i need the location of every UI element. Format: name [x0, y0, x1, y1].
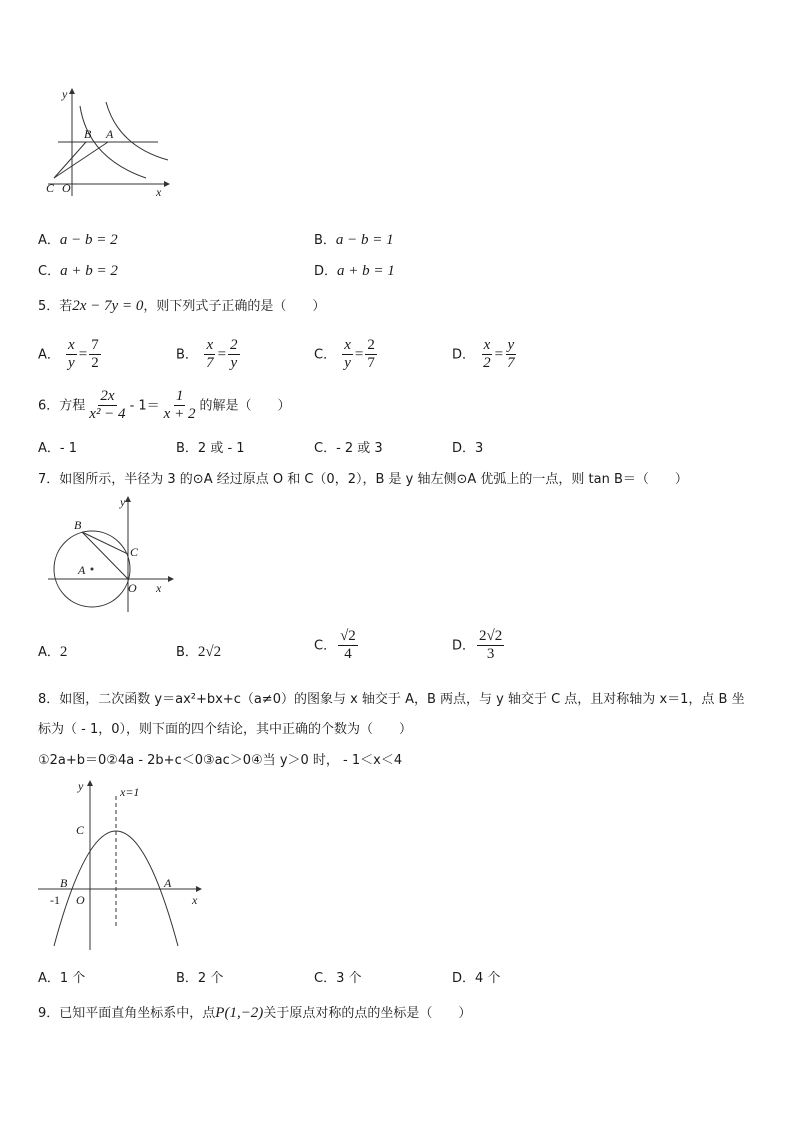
option-letter: B．	[176, 347, 198, 363]
q5-prefix: 5．若	[38, 299, 73, 314]
label-A: A	[78, 563, 86, 577]
option-text: 3	[475, 441, 484, 456]
q5-option-a[interactable]: A． $\frac{x}{y}$ = $\frac{7}{2}$	[38, 337, 99, 372]
q8-option-a[interactable]	[38, 967, 85, 986]
option-text: 2 或 - 1	[197, 441, 245, 456]
option-letter: B．	[314, 233, 336, 248]
label-minus1: -1	[50, 893, 60, 907]
q7-option-d[interactable]	[452, 628, 506, 664]
q6-option-b[interactable]	[176, 437, 245, 456]
q5-option-c[interactable]: C． $\frac{x}{y}$ = $\frac{2}{7}$	[314, 337, 375, 372]
q6-option-c[interactable]	[314, 437, 383, 456]
option-letter: D．	[452, 971, 476, 986]
option-expr: a − b = 1	[335, 232, 394, 248]
label-C: C	[46, 181, 55, 195]
fraction: $\frac{x}{y}$	[68, 337, 75, 372]
q6-middle: - 1＝	[129, 398, 160, 414]
q4-option-a[interactable]	[38, 229, 118, 249]
y-axis-arrow-icon	[69, 88, 75, 94]
label-x: x	[156, 185, 162, 199]
q6-suffix: 的解是（ ）	[199, 398, 291, 414]
option-text: 2 个	[197, 971, 224, 986]
hyperbola-outer	[106, 102, 168, 160]
option-letter: B．	[176, 441, 198, 456]
q8-option-b[interactable]	[176, 967, 223, 986]
q5-option-b[interactable]: B． $\frac{x}{7}$ = $\frac{2}{y}$	[176, 337, 238, 372]
q5-equation: 2x − 7y = 0	[72, 298, 144, 314]
q4-option-d[interactable]	[314, 260, 395, 280]
label-B: B	[60, 876, 68, 890]
q6-stem	[38, 388, 290, 424]
label-A: A	[164, 876, 172, 890]
option-letter: C．	[314, 638, 337, 654]
fraction: $\frac{7}{2}$	[91, 337, 99, 372]
label-C: C	[76, 823, 85, 837]
q4-figure	[36, 88, 176, 198]
label-x: x	[192, 893, 198, 907]
option-letter: A．	[38, 441, 60, 456]
option-letter: C．	[38, 264, 61, 279]
y-axis-arrow-icon	[125, 496, 131, 502]
q5-stem	[38, 295, 325, 315]
q6-option-a[interactable]	[38, 437, 77, 456]
option-letter: D．	[452, 638, 476, 654]
option-letter: A．	[38, 645, 60, 660]
label-x: x	[156, 581, 162, 595]
label-O: O	[62, 181, 71, 195]
fraction: $\frac{2}{y}$	[230, 337, 238, 372]
option-expr: a + b = 2	[60, 263, 118, 279]
label-y: y	[78, 779, 84, 793]
x-axis-arrow-icon	[168, 576, 174, 582]
x-axis-arrow-icon	[196, 886, 202, 892]
q8-option-d[interactable]	[452, 967, 500, 986]
q8-option-c[interactable]	[314, 967, 361, 986]
q7-option-a[interactable]	[38, 641, 67, 661]
fraction: $\frac{2}{7}$	[367, 337, 375, 372]
option-letter: A．	[38, 347, 60, 363]
option-text: 1 个	[59, 971, 86, 986]
q6-fraction-right: $\frac{1}{x + 2}$	[163, 388, 196, 423]
option-letter: D．	[452, 347, 476, 363]
option-text: 4 个	[475, 971, 501, 986]
option-expr: a + b = 1	[337, 263, 395, 279]
q7-stem: 7．如图所示，半径为 3 的⊙A 经过原点 O 和 C（0，2），B 是 y 轴左侧⊙A 优弧上的一点，则 tan B＝（ ）	[38, 472, 688, 487]
q6-option-d[interactable]	[452, 437, 483, 456]
q7-option-c[interactable]	[314, 628, 360, 664]
q8-figure	[36, 776, 206, 956]
option-text: 3 个	[336, 971, 362, 986]
option-letter: D．	[452, 441, 476, 456]
option-letter: A．	[38, 971, 60, 986]
option-text: - 1	[59, 441, 78, 456]
q7-option-b[interactable]	[176, 641, 221, 661]
label-A: A	[106, 127, 114, 141]
q4-option-b[interactable]	[314, 229, 394, 249]
fraction: $\frac{√2}{4}$	[340, 628, 356, 663]
option-text: 2	[59, 644, 68, 660]
option-text: 2√2	[197, 644, 222, 660]
fraction: $\frac{x}{2}$	[483, 337, 491, 372]
option-letter: A．	[38, 233, 60, 248]
q9-prefix: 9．已知平面直角坐标系中，点	[38, 1006, 216, 1021]
label-O: O	[128, 581, 137, 595]
q6-prefix: 6．方程	[38, 398, 86, 414]
q4-option-c[interactable]	[38, 260, 118, 280]
fraction: $\frac{2√2}{3}$	[479, 628, 503, 663]
q8-stem-line2: 标为（ - 1，0），则下面的四个结论，其中正确的个数为（ ）	[38, 722, 412, 737]
option-letter: C．	[314, 441, 337, 456]
label-B: B	[84, 127, 92, 141]
center-A-dot	[91, 568, 94, 571]
label-y: y	[120, 495, 126, 509]
label-axis: x=1	[120, 785, 140, 799]
q7-figure	[40, 494, 180, 614]
option-letter: D．	[314, 264, 338, 279]
q6-fraction-left: $\frac{2x}{\text{x² − 4}}$	[89, 388, 126, 423]
x-axis-arrow-icon	[164, 181, 170, 187]
segment-BO	[82, 532, 128, 579]
label-C: C	[130, 545, 139, 559]
option-letter: C．	[314, 347, 337, 363]
q5-suffix: ，则下列式子正确的是（ ）	[143, 299, 326, 314]
q9-stem	[38, 1002, 471, 1022]
fraction: $\frac{x}{7}$	[206, 337, 214, 372]
q9-point: P(1,−2)	[215, 1005, 264, 1021]
option-expr: a − b = 2	[59, 232, 118, 248]
q8-stem-line1: 8．如图，二次函数 y＝ax²+bx+c（a≠0）的图象与 x 轴交于 A，B 两点，与 y 轴交于 C 点，且对称轴为 x＝1，点 B 坐	[38, 692, 745, 707]
label-y: y	[62, 87, 68, 101]
option-text: - 2 或 3	[336, 441, 383, 456]
option-letter: B．	[176, 971, 198, 986]
option-letter: C．	[314, 971, 337, 986]
q5-option-d[interactable]: D． $\frac{x}{2}$ = $\frac{y}{7}$	[452, 337, 515, 372]
option-letter: B．	[176, 645, 198, 660]
segment-BC	[82, 532, 128, 554]
fraction: $\frac{x}{y}$	[344, 337, 351, 372]
q9-suffix: 关于原点对称的点的坐标是（ ）	[263, 1006, 472, 1021]
q8-stem-line3: ①2a+b＝0②4a - 2b+c＜0③ac＞0④当 y＞0 时， - 1＜x＜4	[38, 753, 403, 768]
label-O: O	[76, 893, 85, 907]
y-axis-arrow-icon	[87, 780, 93, 786]
fraction: $\frac{y}{7}$	[507, 337, 515, 372]
label-B: B	[74, 518, 82, 532]
